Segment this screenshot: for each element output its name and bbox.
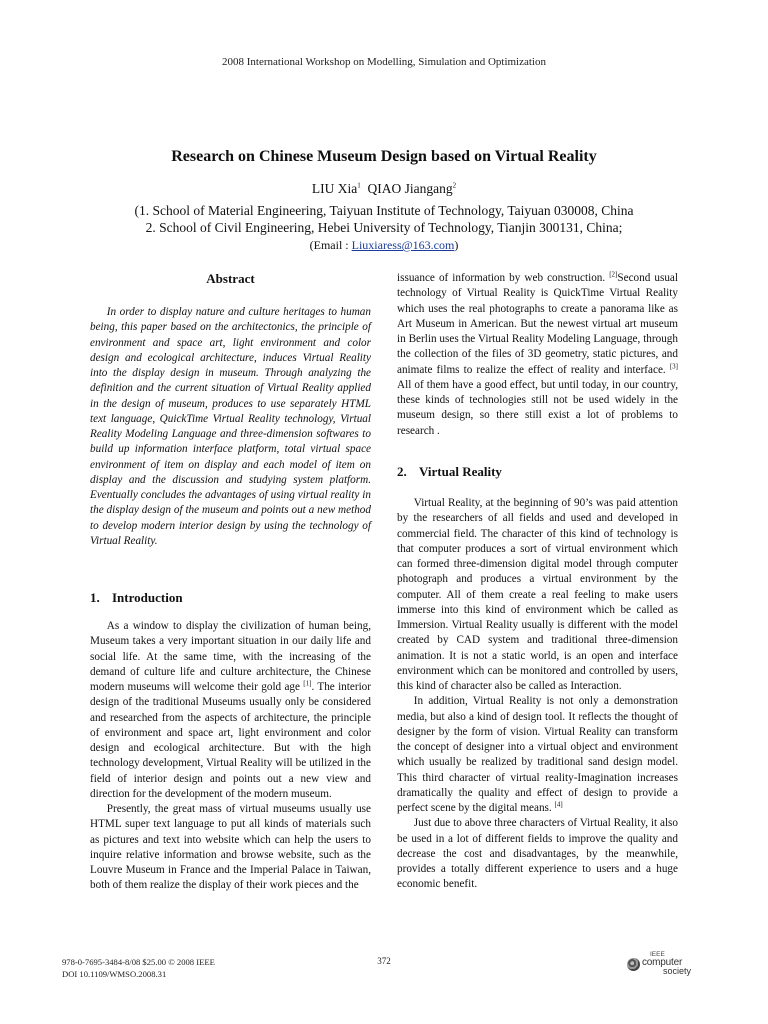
body-paragraph bbox=[397, 694, 678, 816]
abstract-heading: Abstract bbox=[206, 271, 255, 286]
author-line bbox=[0, 181, 768, 197]
page-number: 372 bbox=[377, 956, 391, 966]
abstract-body bbox=[90, 305, 371, 549]
citation-ref: [3] bbox=[669, 361, 678, 370]
introduction-continued bbox=[397, 271, 678, 439]
author-name: LIU Xia bbox=[311, 181, 358, 196]
author-affiliation-mark: 2 bbox=[452, 181, 457, 190]
paper-title: Research on Chinese Museum Design based on Virtual Reality bbox=[171, 148, 597, 165]
paragraph-text: . The interior design of the traditional Museums usually only be considered and researched from the aspects of architecture, the principle of environment and space art, light environment and color design and ecological architecture. But with the high technology development, Virtual Reality will be utilized in the field of interior design and points out a new view and direction for the development of the modern museum. bbox=[90, 681, 371, 800]
body-paragraph: Presently, the great mass of virtual museums usually use HTML super text language to put all kinds of materials such as pictures and text into website which can help the users to inquire relative information and browse website, such as the Louvre Museum in France and the Imperial Palace in Taiwan, both of them realize the display of their work pieces and the bbox=[90, 803, 371, 892]
author-affiliation-mark: 1 bbox=[357, 181, 361, 190]
paragraph-text: All of them have a good effect, but until today, in our country, these kinds of technologies still not be used widely in the museum design, so there still exist a lot of problems to research . bbox=[397, 378, 678, 437]
isbn-line: 978-0-7695-3484-8/08 $25.00 © 2008 IEEE bbox=[62, 957, 215, 967]
section-title: Virtual Reality bbox=[419, 464, 502, 479]
body-paragraph: Just due to above three characters of Virtual Reality, it also be used in a lot of different fields to improve the quality and decrease the cost and disadvantages, by the meanwhile, provides a totally different experience to users and a huge economic benefit. bbox=[397, 817, 678, 891]
email-suffix: ) bbox=[454, 238, 459, 252]
affiliation-2: 2. School of Civil Engineering, Hebei University of Technology, Tianjin 300131, China; bbox=[145, 220, 623, 235]
author-name: QIAO Jiangang bbox=[367, 181, 453, 196]
paragraph-text: As a window to display the civilization of human being, Museum takes a very important situation in our daily life and social life. At the same time, with the increasing of the demand of culture life and culture architecture, the Chinese modern museums will welcome their gold age bbox=[90, 620, 371, 693]
section-title: Introduction bbox=[112, 590, 183, 605]
section-number: 2. bbox=[397, 464, 407, 479]
doi-line: DOI 10.1109/WMSO.2008.31 bbox=[62, 969, 167, 979]
affiliation-1: (1. School of Material Engineering, Taiyuan Institute of Technology, Taiyuan 030008, China bbox=[134, 203, 634, 218]
conference-header: 2008 International Workshop on Modelling, Simulation and Optimization bbox=[222, 56, 546, 68]
body-paragraph bbox=[397, 271, 678, 439]
paragraph-text: Second usual technology of Virtual Reality is QuickTime Virtual Reality which uses the real photographs to create a panorama like as Art Museum in American. But the newest virtual art museum in Berlin uses the Virtual Reality Modeling Language, through the collection of the files of 3D geometry, static pictures, and animate films to realize the effect of reality and interface. bbox=[397, 272, 678, 376]
body-paragraph bbox=[90, 619, 371, 802]
paragraph-text: issuance of information by web construction. bbox=[397, 272, 610, 284]
body-paragraph: Virtual Reality, at the beginning of 90’s was paid attention by the researchers of all fields and used and developed in commercial field. The character of this kind of technology is that computer produces a sort of virtual environment which can formed three-dimension digital model through computer photograph and produces a virtual environment by the computer. All of them create a real feeling to make users immerse into this kind of environment which be called as Immersion. Virtual Reality usually is different with the model created by CAD system and traditional three-dimension animation. It is not a static world, is an open and interface environment which can be monitored and controlled by users, this kind of character also be called as Interaction. bbox=[397, 497, 678, 692]
email-prefix: (Email : bbox=[309, 238, 352, 252]
ieee-computer-society-logo bbox=[627, 951, 707, 977]
logo-text: computer bbox=[642, 957, 683, 968]
globe-icon bbox=[627, 958, 640, 971]
email-link[interactable]: Liuxiaress@163.com bbox=[351, 238, 455, 252]
paragraph-text: In addition, Virtual Reality is not only a demonstration media, but also a kind of design tool. It reflects the thought of designer by the form of vision. Virtual Reality can transform the concept of designer into a virtual object and environment which usually be realized by traditional sand design model. This third character of virtual reality-Imagination increases dramatically the quality and effect of design to provide a perfect scene by the digital means. bbox=[397, 695, 678, 814]
section-heading-introduction bbox=[90, 590, 183, 606]
section-heading-virtual-reality bbox=[397, 464, 502, 480]
introduction-body bbox=[90, 619, 371, 894]
logo-text: society bbox=[663, 966, 692, 976]
citation-ref: [4] bbox=[554, 800, 563, 809]
email-line bbox=[0, 238, 768, 253]
abstract-paragraph: In order to display nature and culture heritages to human being, this paper based on the architectonics, the principle of environment and space art, light environment and color design and ecological architecture, induces Virtual Reality into the display design in museum. Through analyzing the definition and the current situation of Virtual Reality applied in the design of museum, produces to use separately HTML text language, QuickTime Virtual Reality technology, Virtual Reality Modeling Language and three-dimension softwares to build up information interface platform, total virtual space environment of item on display and each model of item on display and the discussion and studying system platform. Eventually concludes the advantages of using virtual reality in the display design of the museum and points out a new method to develop modern interior design by using the technology of Virtual Reality. bbox=[90, 306, 371, 547]
citation-ref: [2] bbox=[609, 270, 618, 279]
logo-text: IEEE bbox=[650, 951, 665, 958]
citation-ref: [1] bbox=[303, 679, 312, 688]
virtual-reality-body bbox=[397, 496, 678, 893]
section-number: 1. bbox=[90, 590, 100, 605]
